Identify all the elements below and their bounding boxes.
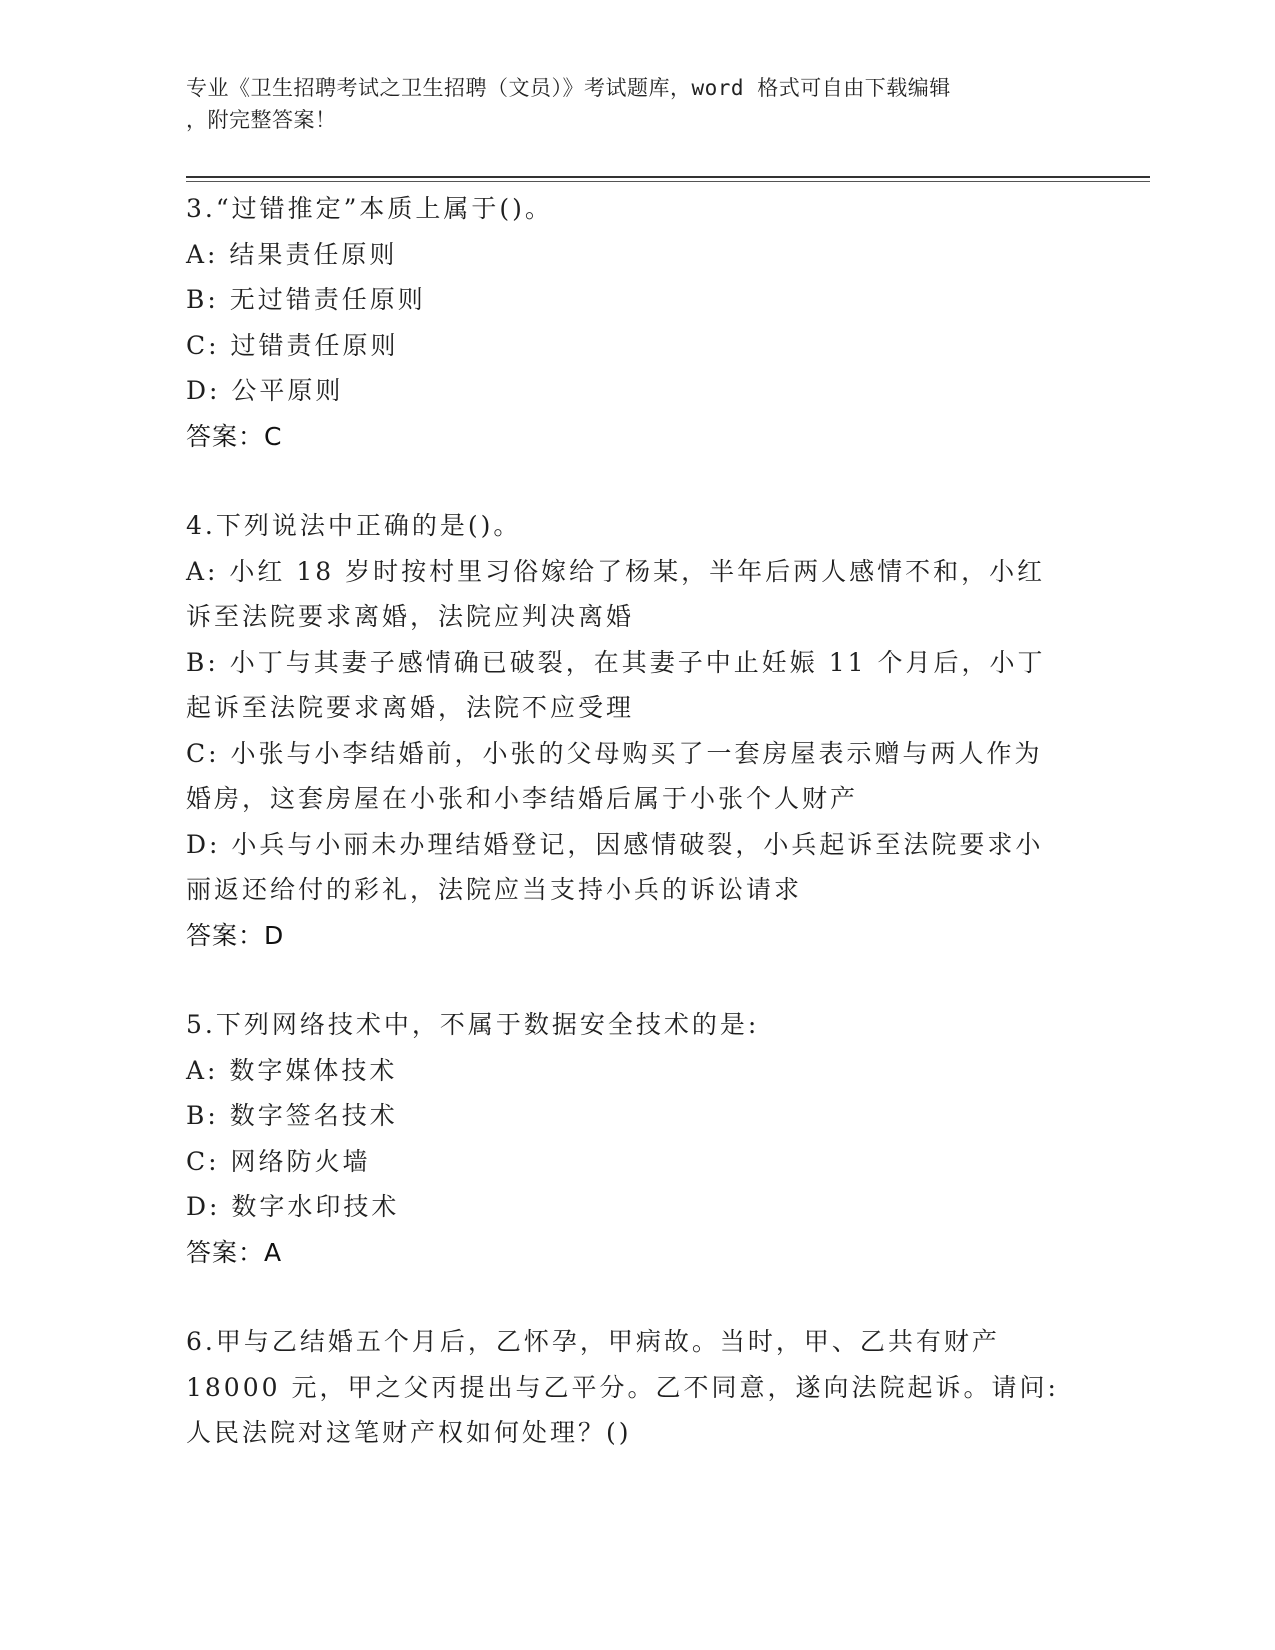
header-divider-thick bbox=[186, 176, 1150, 178]
question-list bbox=[186, 186, 1086, 1456]
question-stem-line-2: 18000 元，甲之父丙提出与乙平分。乙不同意，遂向法院起诉。请问: bbox=[186, 1372, 1059, 1402]
header-divider-thin bbox=[186, 181, 1150, 182]
question-5 bbox=[186, 1002, 1086, 1275]
question-3 bbox=[186, 186, 1086, 459]
option-b-line-2: 起诉至法院要求离婚，法院不应受理 bbox=[186, 693, 635, 722]
question-stem: 5.下列网络技术中，不属于数据安全技术的是: bbox=[186, 1010, 760, 1039]
answer-label: 答案：D bbox=[186, 920, 285, 950]
document-header bbox=[186, 72, 1066, 136]
answer-label: 答案：C bbox=[186, 421, 283, 451]
option-a-line-1: A: 小红 18 岁时按村里习俗嫁给了杨某，半年后两人感情不和，小红 bbox=[186, 556, 1046, 586]
header-line-1: 专业《卫生招聘考试之卫生招聘（文员）》考试题库，word 格式可自由下载编辑 bbox=[186, 76, 951, 100]
option-d-line-1: D: 小兵与小丽未办理结婚登记，因感情破裂，小兵起诉至法院要求小 bbox=[186, 829, 1044, 859]
option-d: D: 公平原则 bbox=[186, 376, 344, 405]
question-stem: 3.“过错推定”本质上属于()。 bbox=[186, 194, 553, 223]
question-4 bbox=[186, 503, 1086, 958]
answer-label: 答案：A bbox=[186, 1237, 283, 1267]
option-d-line-2: 丽返还给付的彩礼，法院应当支持小兵的诉讼请求 bbox=[186, 875, 803, 904]
question-stem: 4.下列说法中正确的是()。 bbox=[186, 511, 522, 540]
option-a: A: 数字媒体技术 bbox=[186, 1055, 398, 1085]
option-c: C: 网络防火墙 bbox=[186, 1146, 371, 1176]
option-b: B: 无过错责任原则 bbox=[186, 285, 426, 314]
option-b-line-1: B: 小丁与其妻子感情确已破裂，在其妻子中止妊娠 11 个月后，小丁 bbox=[186, 647, 1046, 677]
option-c: C: 过错责任原则 bbox=[186, 330, 399, 360]
option-d: D: 数字水印技术 bbox=[186, 1192, 400, 1221]
question-6 bbox=[186, 1319, 1086, 1456]
option-b: B: 数字签名技术 bbox=[186, 1101, 398, 1130]
option-a-line-2: 诉至法院要求离婚，法院应判决离婚 bbox=[186, 602, 635, 631]
option-a: A: 结果责任原则 bbox=[186, 239, 398, 269]
option-c-line-2: 婚房，这套房屋在小张和小李结婚后属于小张个人财产 bbox=[186, 784, 859, 813]
question-stem-line-3: 人民法院对这笔财产权如何处理？() bbox=[186, 1418, 632, 1447]
question-stem-line-1: 6.甲与乙结婚五个月后，乙怀孕，甲病故。当时，甲、乙共有财产 bbox=[186, 1327, 1000, 1356]
header-line-2: ，附完整答案！ bbox=[186, 108, 337, 132]
option-c-line-1: C: 小张与小李结婚前，小张的父母购买了一套房屋表示赠与两人作为 bbox=[186, 738, 1043, 768]
